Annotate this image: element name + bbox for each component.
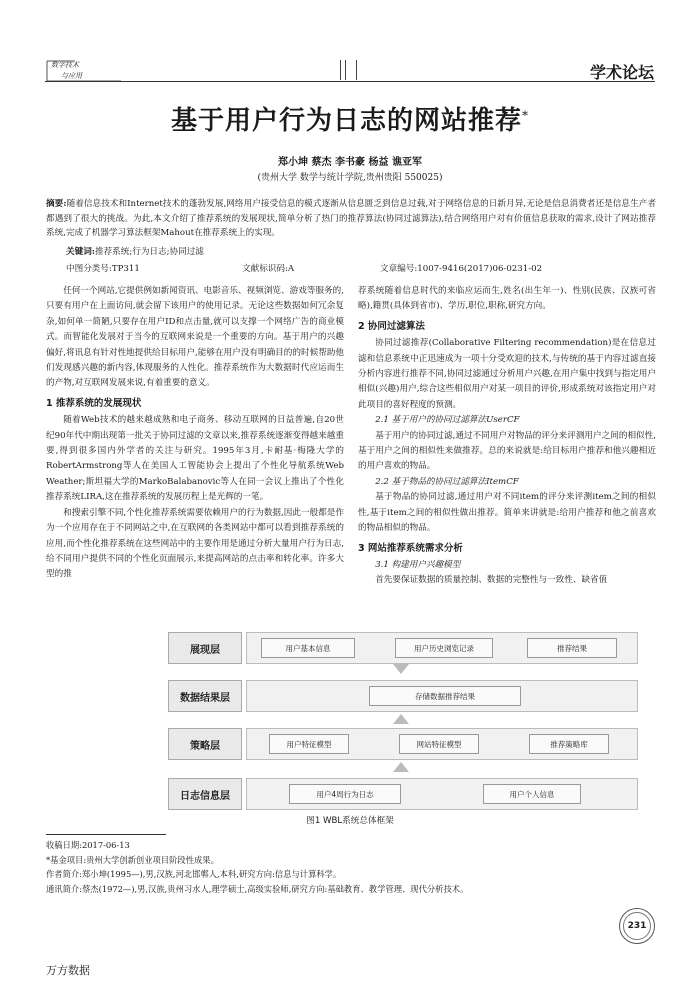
- figure-layer-presentation: [168, 632, 638, 662]
- footnotes: [46, 838, 656, 896]
- right-column: [358, 284, 656, 589]
- page-badge: [619, 908, 655, 944]
- footnote-contact: 通讯简介:蔡杰(1972—),男,汉族,贵州习水人,理学硕士,高级实验师,研究方向:基础教育、教学管理、现代分析技术。: [46, 883, 469, 894]
- paragraph: 任何一个网站,它提供例如新闻资讯、电影音乐、视频浏览、游戏等服务的,只要有用户在上面访问,就会留下该用户的使用记录。无论这些数据如何冗余复杂,如何单一简陋,只要存在用户ID和点击量,就可以支撑一个网络广告的商业模式。而智能化发展对于当今的互联网来说是一个重要的方向。基于用户的兴趣偏好,将讯息有针对性地提供给目标用户,能够在用户没有明确目的的时候帮助他们发现感兴趣的新内容,体现服务的人性化。推荐系统作为大数据时代应运而生的产物,对互联网发展来说,有着重要的意义。: [46, 286, 344, 389]
- watermark: 万方数据: [46, 964, 90, 977]
- figure-layer-log-info: [168, 778, 638, 808]
- system-framework-figure: [168, 628, 648, 818]
- subsection-heading: 2.1 基于用户的协同过滤算法UserCF: [375, 415, 520, 426]
- figure-caption: 图1 WBL系统总体框架: [306, 816, 394, 826]
- figure-box: 用户4周行为日志: [289, 784, 401, 804]
- section-heading: 2 协同过滤算法: [358, 320, 425, 332]
- arrow-down-icon: [393, 664, 409, 674]
- figure-layer-data-result: [168, 680, 638, 710]
- footnote-fund: *基金项目:贵州大学创新创业项目阶段性成果。: [46, 854, 219, 865]
- figure-box: 推荐结果: [527, 638, 617, 658]
- keywords-label: 关键词:: [66, 247, 95, 257]
- abstract-label: 摘要:: [46, 199, 67, 209]
- keywords: [66, 245, 204, 257]
- authors: 郑小坤 蔡杰 李书豪 杨益 谯亚军: [278, 157, 422, 168]
- section-heading: 1 推荐系统的发展现状: [46, 397, 142, 409]
- figure-box: 用户特征模型: [269, 734, 349, 754]
- journal-logo: [45, 57, 123, 83]
- document-code: 文献标识码:A: [242, 264, 295, 274]
- paper-title: [0, 100, 700, 137]
- paragraph: 和搜索引擎不同,个性化推荐系统需要依赖用户的行为数据,因此一般都是作为一个应用存在于不同网站之中,在互联网的各类网站中都可以看到推荐系统的应用,而个性化推荐系统在这些网站中的主要作用是通过分析大量用户行为日志,给不同用户提供不同的个性化页面展示,来提高网站的点击率和转化率。许多大型的推: [46, 507, 344, 580]
- layer-strip: [246, 632, 638, 664]
- figure-box: 用户历史浏览记录: [395, 638, 493, 658]
- layer-label: 日志信息层: [168, 778, 242, 810]
- layer-label: 展现层: [168, 632, 242, 664]
- affiliation: (贵州大学 数学与统计学院,贵州贵阳 550025): [257, 173, 443, 183]
- subsection-heading: 2.2 基于物品的协同过滤算法ItemCF: [375, 476, 519, 487]
- title-footnote-mark: *: [522, 108, 529, 123]
- left-column: [46, 284, 344, 583]
- journal-name-line2: 与应用: [61, 72, 82, 80]
- footnote-rule: [46, 834, 166, 835]
- layer-label: 策略层: [168, 728, 242, 760]
- footnote-received: 收稿日期:2017-06-13: [46, 840, 130, 850]
- classification-code: 中图分类号:TP311: [66, 264, 140, 274]
- figure-box: 用户个人信息: [483, 784, 581, 804]
- paragraph: 首先要保证数据的质量控制、数据的完整性与一致性、缺省值: [375, 575, 608, 586]
- article-number: 文章编号:1007-9416(2017)06-0231-02: [380, 264, 543, 274]
- paragraph: 荐系统随着信息时代的来临应运而生,姓名(出生年一)、性别(民族、汉族可省略),籍贯(具体到省市)、学历,职位,职称,研究方向。: [358, 286, 656, 312]
- paragraph: 基于用户的协同过滤,通过不同用户对物品的评分来评测用户之间的相似性,基于用户之间的相似性来做推荐。总的来说就是:给目标用户推荐和他兴趣相近的用户喜欢的物品。: [358, 430, 656, 472]
- arrow-up-icon: [393, 762, 409, 772]
- title-text: 基于用户行为日志的网站推荐: [170, 106, 522, 136]
- header-divider: [345, 60, 346, 80]
- page-number: 231: [627, 921, 647, 931]
- layer-strip: [246, 728, 638, 760]
- figure-layer-strategy: [168, 728, 638, 758]
- figure-box: 存储数据推荐结果: [369, 686, 521, 706]
- footnote-author: 作者简介:郑小坤(1995—),男,汉族,河北邯郸人,本科,研究方向:信息与计算科学。: [46, 869, 342, 879]
- figure-box: 网站特征模型: [399, 734, 479, 754]
- layer-label: 数据结果层: [168, 680, 242, 712]
- arrow-up-icon: [393, 714, 409, 724]
- header-divider: [340, 60, 341, 80]
- section-heading: 3 网站推荐系统需求分析: [358, 542, 463, 554]
- figure-box: 用户基本信息: [261, 638, 355, 658]
- keywords-text: 推荐系统;行为日志;协同过滤: [94, 247, 204, 257]
- header-divider: [356, 60, 357, 80]
- abstract-text: 随着信息技术和Internet技术的蓬勃发展,网络用户接受信息的模式逐渐从信息匮乏到信息过载,对于网络信息的日新月异,无论是信息消费者还是信息生产者都遇到了很大的挑战。为此,本文介绍了推荐系统的发展现状,简单分析了热门的推荐算法(协同过滤算法),结合网络用户对有价值信息获取的需求,设计了网站推荐系统,完成了机器学习算法框架Mahout在推荐系统上的实现。: [46, 199, 656, 238]
- layer-strip: [246, 680, 638, 712]
- paragraph: 协同过滤推荐(Collaborative Filtering recommendation)是在信息过滤和信息系统中正迅速成为一项十分受欢迎的技术,与传统的基于内容过滤直接分析内容进行推荐不同,协同过滤通过分析用户兴趣,在用户集中找到与指定用户相似(兴趣)用户,综合这些相似用户对某一项目的评价,形成系统对该指定用户对此项目的喜好程度的预测。: [358, 338, 656, 410]
- layer-strip: [246, 778, 638, 810]
- abstract: [46, 197, 656, 241]
- paragraph: 基于物品的协同过滤,通过用户对不同item的评分来评测item之间的相似性,基于item之间的相似性做出推荐。简单来讲就是:给用户推荐和他之前喜欢的物品相似的物品。: [358, 492, 656, 534]
- header-rule: [45, 81, 655, 82]
- subsection-heading: 3.1 构建用户兴趣模型: [375, 559, 461, 570]
- section-label: 学术论坛: [589, 63, 654, 82]
- journal-name-line1: 数字技术: [51, 61, 79, 69]
- figure-box: 推荐策略库: [529, 734, 609, 754]
- paragraph: 随着Web技术的越来越成熟和电子商务、移动互联网的日益普遍,自20世纪90年代中期出现第一批关于协同过滤的文章以来,推荐系统逐渐变得越来越重要,得到很多国内外学者的关注与研究。1995年3月,卡耐基·梅隆大学的RobertArmstrong等人在美国人工智能协会上提出了个性化导航系统Web Weather;斯坦福大学的MarkoBalabanovic等人在同一会议上推出了个性化推荐系统LIRA,这在推荐系统的发展历程上是光辉的一笔。: [46, 415, 344, 503]
